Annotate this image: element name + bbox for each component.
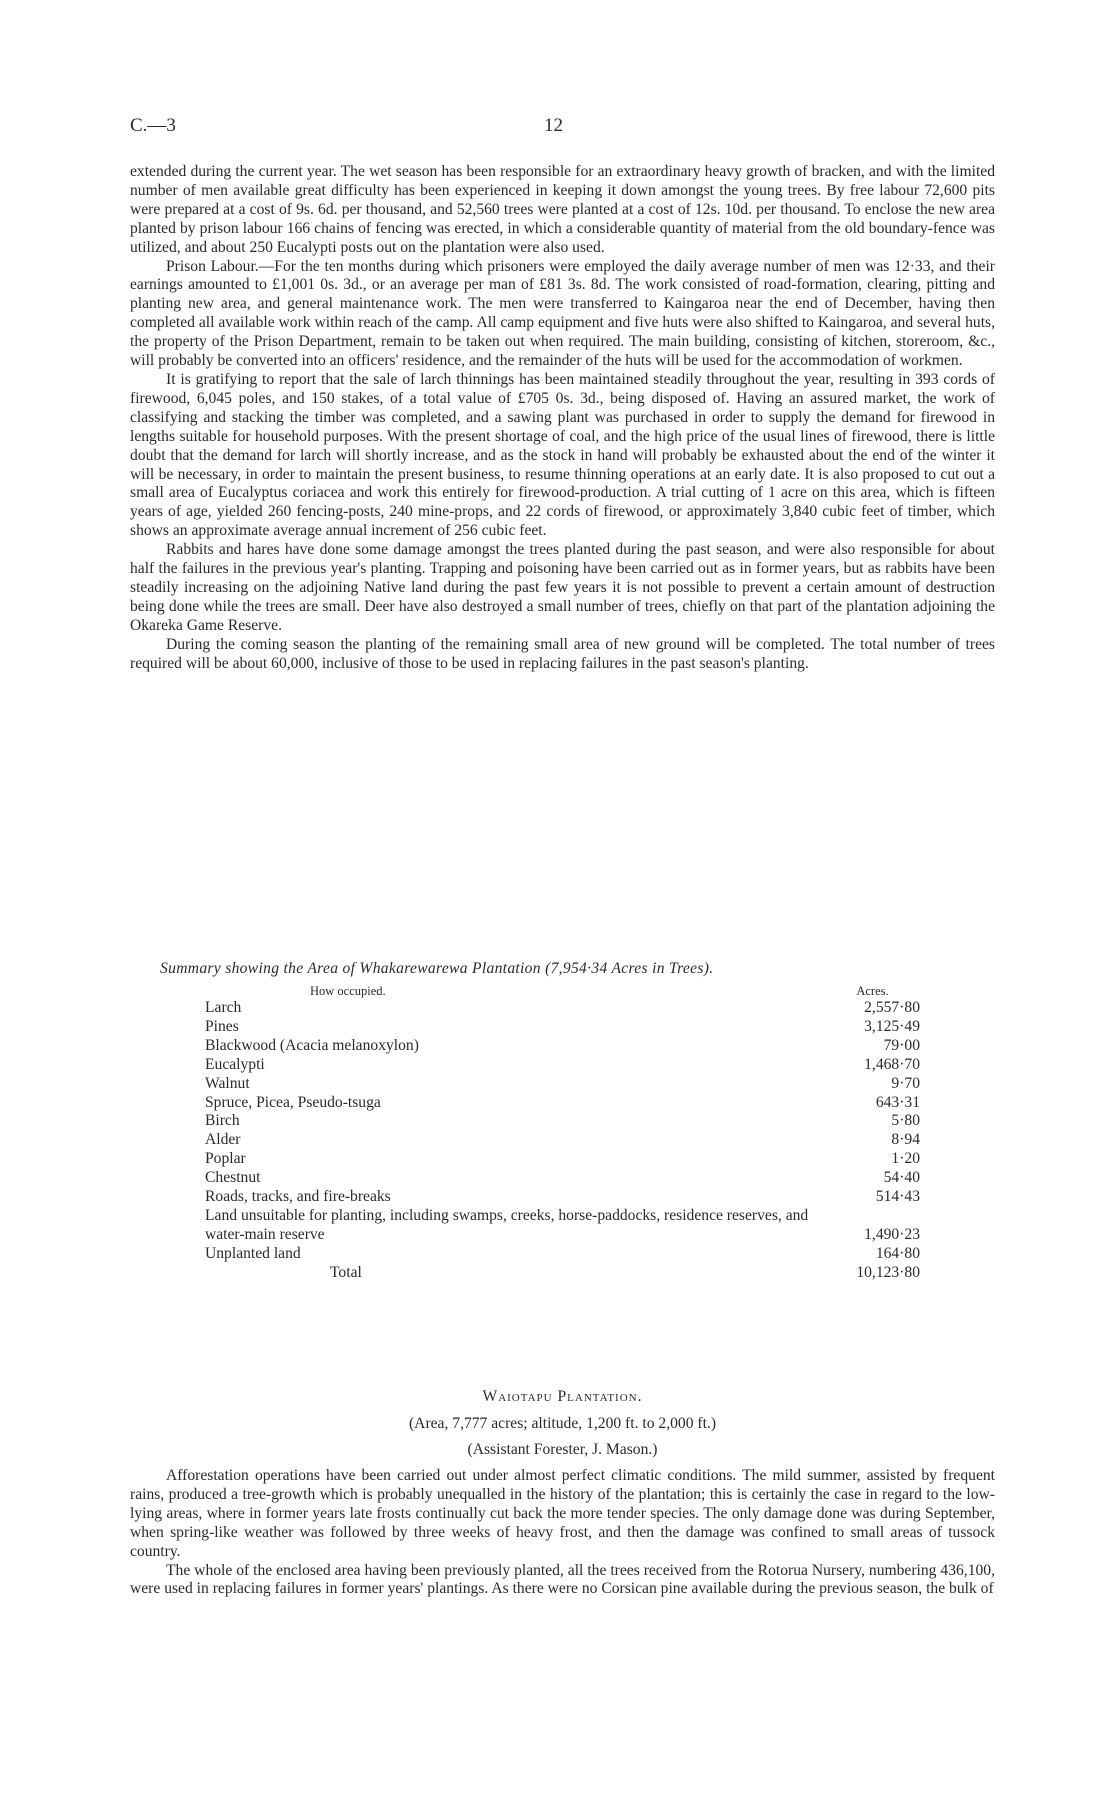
row-acres: 5·80: [891, 1112, 920, 1130]
body-text-top: [130, 163, 995, 673]
col-acres: Acres.: [856, 984, 889, 998]
table-row: [205, 1150, 920, 1169]
row-label: Larch: [205, 999, 242, 1016]
table-row: [205, 1112, 920, 1131]
section-heading: [130, 1388, 995, 1406]
table-body: [205, 999, 920, 1283]
row-label: Blackwood (Acacia melanoxylon): [205, 1036, 419, 1054]
row-acres: 9·70: [891, 1074, 920, 1092]
report-reference: C.—3: [130, 115, 176, 136]
row-label: Land unsuitable for planting, including swamps, creeks, horse-paddocks, residence reserves, and water-main reserve: [205, 1206, 809, 1243]
table-row: [205, 1056, 920, 1075]
row-label: Spruce, Picea, Pseudo-tsuga: [205, 1093, 381, 1111]
table-row: [205, 1188, 920, 1207]
paragraph: Rabbits and hares have done some damage amongst the trees planted during the past season, and were also responsible for about half the failures in the previous year's planting. Trapping and poisoning have been carried out as in former years, but as rabbits have been steadily increasing on the adjoining Native land during the past few years it is not possible to prevent a certain amount of destruction being done while the trees are small. Deer have also destroyed a small number of trees, chiefly on that part of the plantation adjoining the Okareka Game Reserve.: [130, 541, 995, 634]
table-row: [205, 1245, 920, 1264]
paragraph: The whole of the enclosed area having been previously planted, all the trees received from the Rotorua Nursery, numbering 436,100, were used in replacing failures in former years' plantings. As there were no Corsican pine available during the previous season, the bulk of: [130, 1561, 995, 1598]
row-label: Unplanted land: [205, 1244, 301, 1262]
section-forester: (Assistant Forester, J. Mason.): [467, 1441, 658, 1458]
row-label: Roads, tracks, and fire-breaks: [205, 1188, 391, 1206]
paragraph: Prison Labour.—For the ten months during which prisoners were employed the daily average number of men was 12·33, and their earnings amounted to £1,001 0s. 3d., or an average per man of £81 3s. 8d. The work consisted of road-formation, clearing, pitting and planting new area, and general maintenance work. The men were transferred to Kaingaroa near the end of December, having then completed all available work within reach of the camp. All camp equipment and five huts were also shifted to Kaingaroa, and several huts, the property of the Prison Department, remain to be taken out when required. The main building, consisting of kitchen, storeroom, &c., will probably be converted into an officers' residence, and the remainder of the huts will be used for the accommodation of workmen.: [130, 257, 995, 370]
table-caption: [160, 960, 1000, 978]
paragraph: extended during the current year. The wet season has been responsible for an extraordinary heavy growth of bracken, and with the limited number of men available great difficulty has been experienced in keeping it down amongst the young trees. By free labour 72,600 pits were prepared at a cost of 9s. 6d. per thousand, and 52,560 trees were planted at a cost of 12s. 10d. per thousand. To enclose the new area planted by prison labour 166 chains of fencing was erected, in which a considerable quantity of material from the old boundary-fence was utilized, and about 250 Eucalypti posts out on the plantation were also used.: [130, 163, 995, 256]
row-acres: 3,125·49: [864, 1017, 920, 1035]
table-caption-text: Summary showing the Area of Whakarewarewa Plantation (7,954·34 Acres in Trees).: [160, 960, 714, 977]
row-label: Eucalypti: [205, 1055, 265, 1073]
row-acres: 79·00: [883, 1036, 920, 1054]
table-row: [205, 1131, 920, 1150]
row-label: Poplar: [205, 1150, 246, 1168]
row-acres: 1,468·70: [864, 1055, 920, 1073]
paragraph: Afforestation operations have been carried out under almost perfect climatic conditions. The mild summer, assisted by frequent rains, produced a tree-growth which is probably unequalled in the history of the plantation; this is certainly the case in regard to the low-lying areas, where in former years late frosts continually cut back the more tender species. The only damage done was during September, when spring-like weather was followed by three weeks of heavy frost, and then the damage was confined to small areas of tussock country.: [130, 1467, 995, 1560]
section-title: Waiotapu Plantation.: [482, 1388, 643, 1405]
row-acres: 1·20: [891, 1150, 920, 1168]
table-row: [205, 1094, 920, 1113]
row-label: Birch: [205, 1112, 240, 1130]
row-label: Pines: [205, 1017, 239, 1035]
total-label: Total: [330, 1263, 362, 1281]
table-row: [205, 1207, 920, 1245]
total-acres: 10,123·80: [856, 1263, 920, 1281]
row-acres: 514·43: [875, 1188, 920, 1206]
row-acres: 643·31: [875, 1093, 920, 1111]
row-acres: 54·40: [883, 1169, 920, 1187]
row-acres: 1,490·23: [864, 1225, 920, 1243]
row-label: Walnut: [205, 1074, 250, 1092]
row-label: Chestnut: [205, 1169, 261, 1187]
table-header-row: [205, 984, 920, 999]
page-header: [130, 115, 1000, 145]
table-total-row: [205, 1264, 920, 1283]
row-acres: 164·80: [875, 1244, 920, 1262]
table-row: [205, 1169, 920, 1188]
table-row: [205, 1018, 920, 1037]
table-row: [205, 1037, 920, 1056]
paragraph: It is gratifying to report that the sale of larch thinnings has been maintained steadily throughout the year, resulting in 393 cords of firewood, 6,045 poles, and 150 stakes, of a total value of £705 0s. 3d., being disposed of. Having an assured market, the work of classifying and stacking the timber was completed, and a sawing plant was purchased in order to supply the demand for firewood in lengths suitable for household purposes. With the present shortage of coal, and the high price of the usual lines of firewood, there is little doubt that the demand for larch will shortly increase, and as the stock in hand will probably be exhausted about the end of the winter it will be necessary, in order to maintain the present business, to resume thinning operations at an early date. It is also proposed to cut out a small area of Eucalyptus coriacea and work this entirely for firewood-production. A trial cutting of 1 acre on this area, which is fifteen years of age, yielded 260 fencing-posts, 240 mine-props, and 22 cords of firewood, or approximately 3,840 cubic feet of timber, which shows an approximate average annual increment of 256 cubic feet.: [130, 370, 995, 540]
table-row: [205, 999, 920, 1018]
table-row: [205, 1075, 920, 1094]
row-label: Alder: [205, 1131, 241, 1149]
col-how-occupied: How occupied.: [310, 984, 386, 998]
paragraph: During the coming season the planting of the remaining small area of new ground will be completed. The total number of trees required will be about 60,000, inclusive of those to be used in replacing failures in the past season's planting.: [130, 635, 995, 672]
section-subtitle: (Area, 7,777 acres; altitude, 1,200 ft. to 2,000 ft.): [408, 1415, 717, 1432]
body-text-bottom: [130, 1467, 995, 1599]
row-acres: 2,557·80: [864, 999, 920, 1016]
area-summary-table: [205, 984, 920, 1283]
row-acres: 8·94: [891, 1131, 920, 1149]
page-number: 12: [544, 115, 563, 136]
